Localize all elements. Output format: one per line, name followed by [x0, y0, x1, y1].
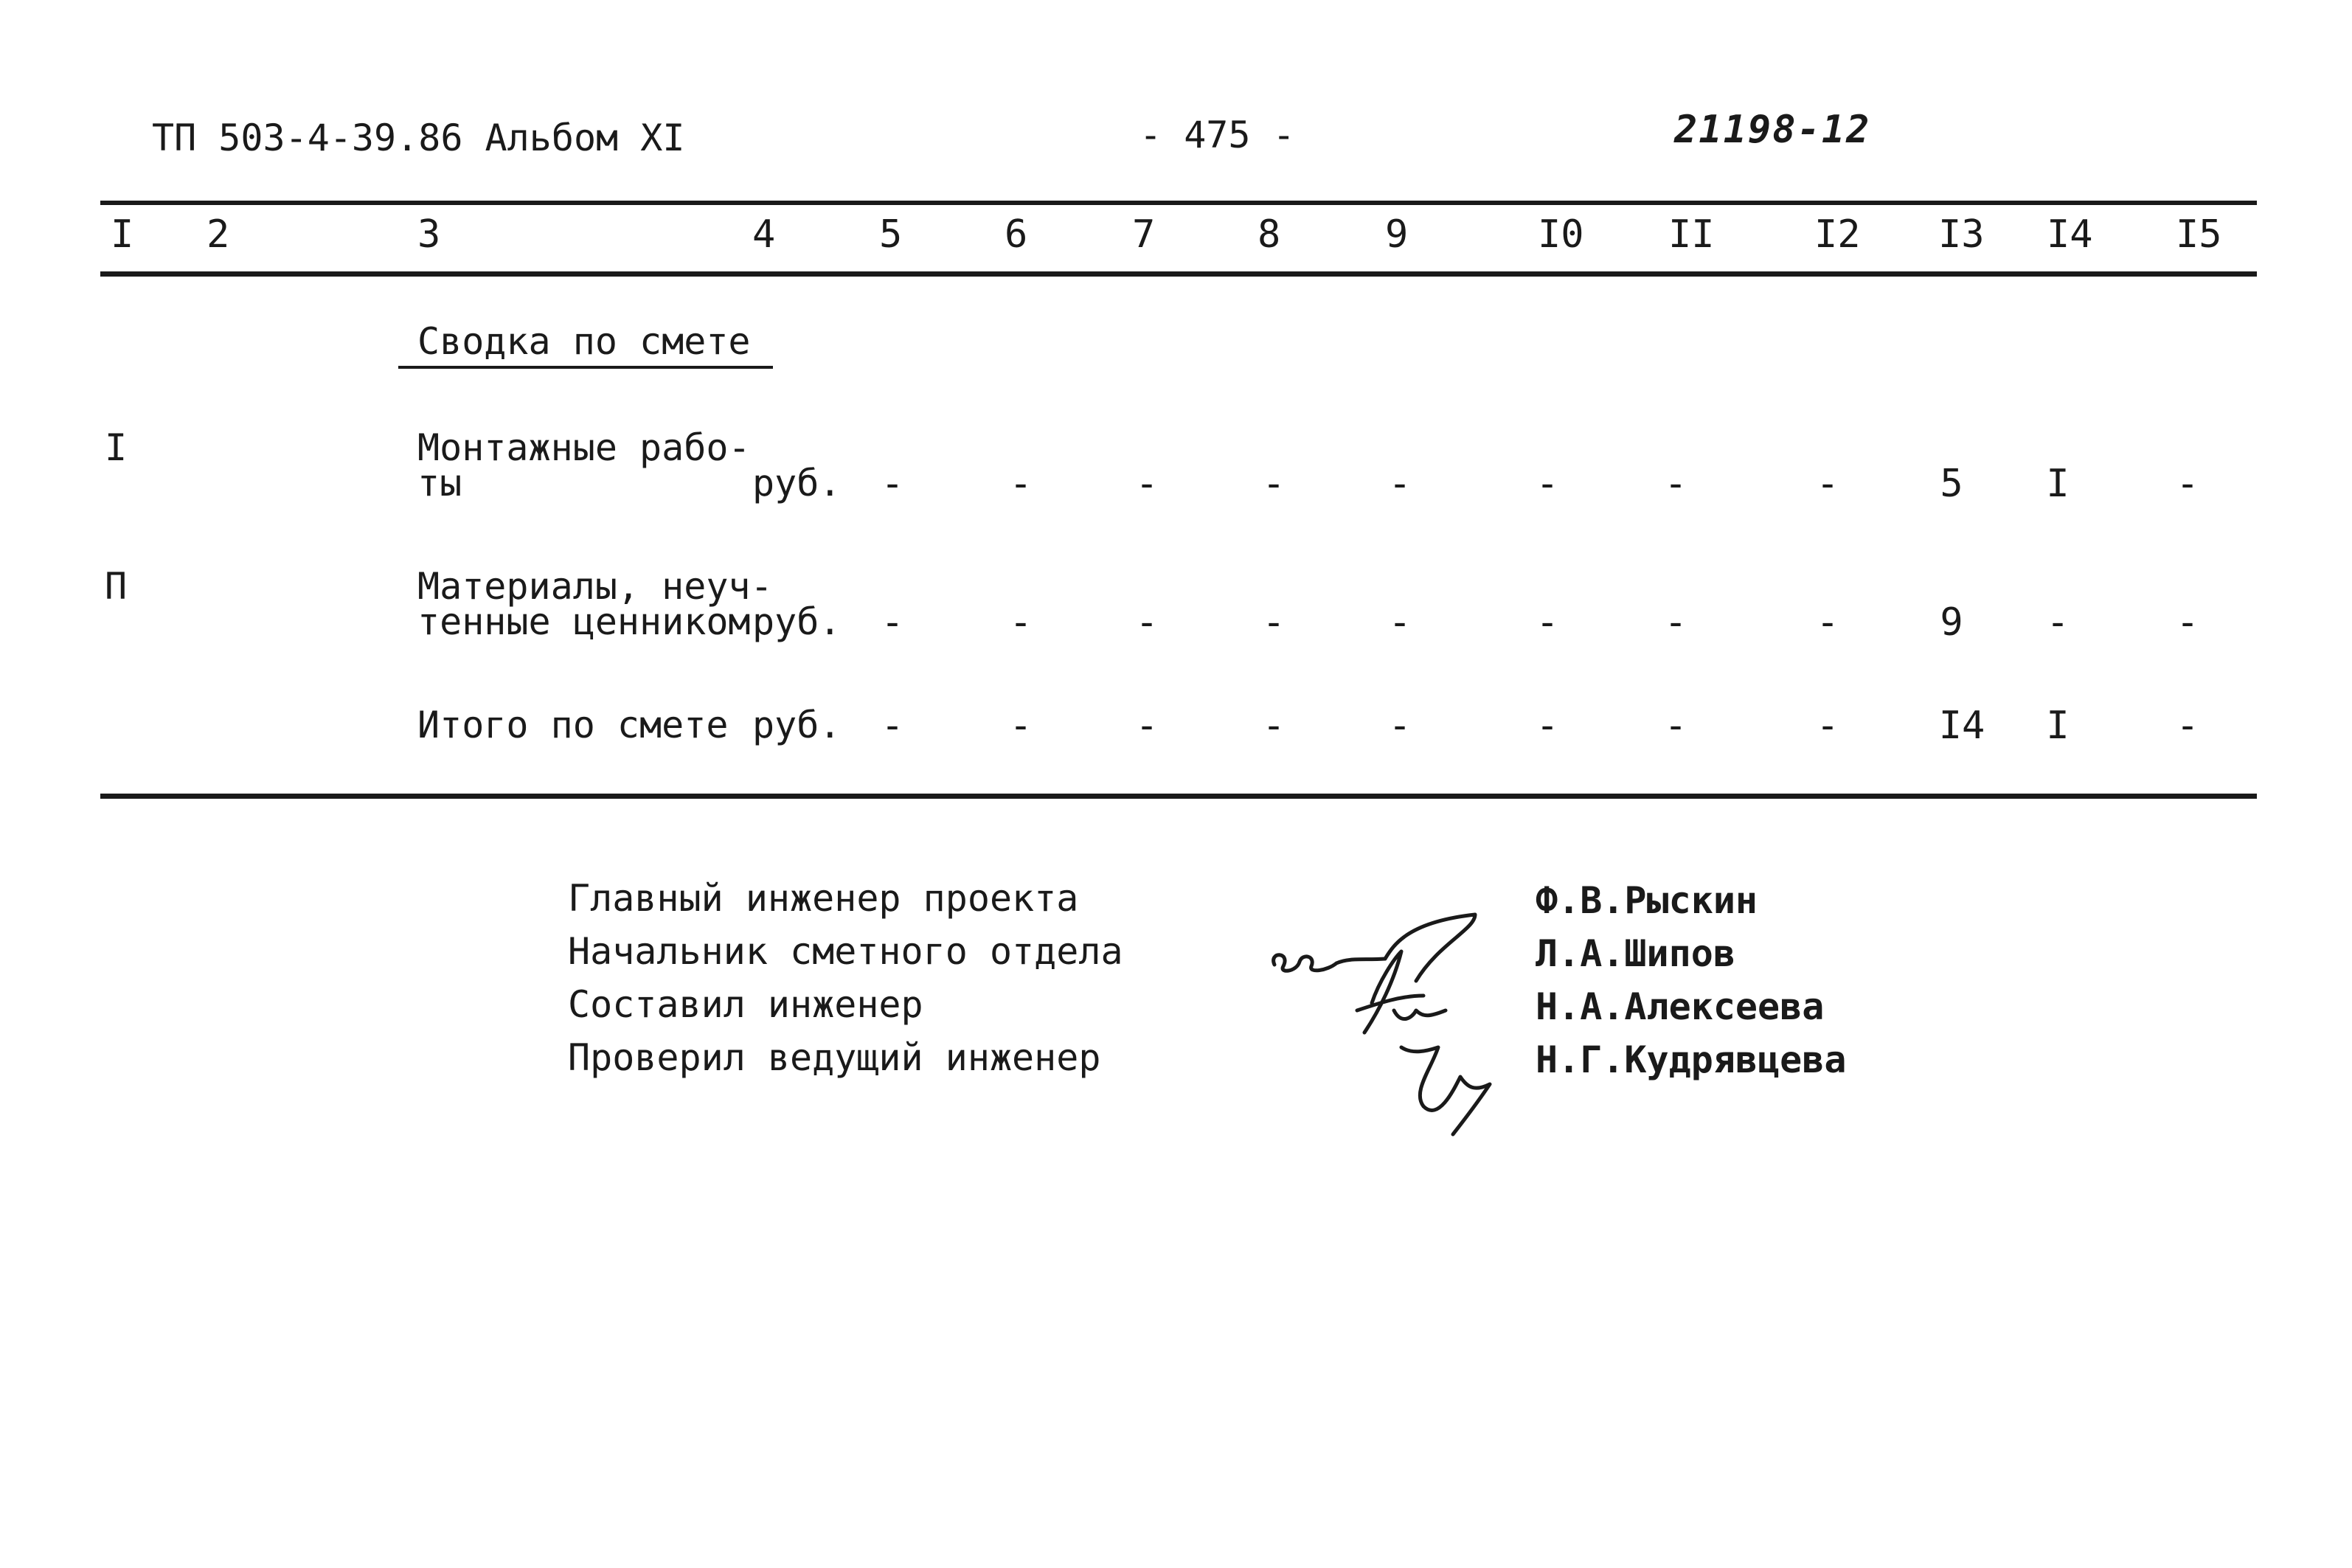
- cell-col-12: -: [1816, 600, 1839, 645]
- column-number-2: 2: [207, 212, 230, 257]
- cell-col-12: -: [1816, 704, 1839, 748]
- cell-col-12: -: [1816, 462, 1839, 506]
- total-label: Итого по смете: [417, 704, 729, 746]
- row-name-line-2: тенные ценником: [417, 600, 751, 643]
- cell-col-9: -: [1388, 704, 1412, 748]
- cell-col-5: -: [881, 462, 904, 506]
- cell-col-8: -: [1262, 704, 1286, 748]
- signature-role: Начальник сметного отдела: [568, 930, 1123, 973]
- cell-col-15: -: [2176, 462, 2199, 506]
- cell-col-15: -: [2176, 704, 2199, 748]
- cell-col-15: -: [2176, 600, 2199, 645]
- cell-col-9: -: [1388, 462, 1412, 506]
- cell-col-5: -: [881, 704, 904, 748]
- row-number: I: [105, 426, 128, 469]
- column-number-13: I3: [1938, 212, 1985, 257]
- signature-role: Составил инженер: [568, 983, 923, 1026]
- column-number-14: I4: [2047, 212, 2093, 257]
- cell-col-14: I: [2046, 704, 2070, 748]
- cell-col-13: 9: [1940, 600, 1963, 645]
- cell-col-14: -: [2046, 600, 2070, 645]
- signatory-name: Н.Г.Кудрявцева: [1536, 1038, 1847, 1081]
- header-bottom-rule: [100, 271, 2257, 277]
- cell-col-13: I4: [1938, 704, 1985, 748]
- row-unit: руб.: [752, 704, 842, 746]
- column-number-12: I2: [1814, 212, 1861, 257]
- table-bottom-rule: [100, 794, 2257, 799]
- signature-role: Главный инженер проекта: [568, 877, 1079, 920]
- cell-col-6: -: [1009, 600, 1033, 645]
- row-name-line-1: Материалы, неуч-: [417, 565, 773, 608]
- cell-col-7: -: [1135, 704, 1159, 748]
- handwritten-signatures: [1254, 900, 1549, 1143]
- signatory-name: Н.А.Алексеева: [1536, 985, 1825, 1028]
- cell-col-5: -: [881, 600, 904, 645]
- page-number: - 475 -: [1139, 114, 1295, 156]
- cell-col-10: -: [1536, 462, 1559, 506]
- column-number-4: 4: [752, 212, 776, 257]
- row-number: П: [105, 565, 128, 608]
- cell-col-14: I: [2046, 462, 2070, 506]
- row-unit: руб.: [752, 462, 842, 504]
- cell-col-6: -: [1009, 462, 1033, 506]
- column-number-10: I0: [1538, 212, 1584, 257]
- cell-col-13: 5: [1940, 462, 1963, 506]
- column-number-3: 3: [417, 212, 441, 257]
- row-name-line-1: Монтажные рабо-: [417, 426, 751, 469]
- cell-col-8: -: [1262, 600, 1286, 645]
- signature-role: Проверил ведущий инженер: [568, 1036, 1101, 1079]
- column-number-9: 9: [1385, 212, 1409, 257]
- column-number-11: II: [1668, 212, 1715, 257]
- cell-col-11: -: [1664, 704, 1687, 748]
- cell-col-11: -: [1664, 600, 1687, 645]
- column-number-8: 8: [1257, 212, 1281, 257]
- cell-col-10: -: [1536, 600, 1559, 645]
- column-number-1: I: [111, 212, 134, 257]
- column-number-15: I5: [2176, 212, 2222, 257]
- table-top-rule: [100, 201, 2257, 205]
- cell-col-11: -: [1664, 462, 1687, 506]
- signatory-name: Л.А.Шипов: [1536, 932, 1735, 975]
- section-title: Сводка по смете: [398, 323, 773, 369]
- cell-col-9: -: [1388, 600, 1412, 645]
- cell-col-6: -: [1009, 704, 1033, 748]
- signatory-name: Ф.В.Рыскин: [1536, 879, 1758, 922]
- cell-col-8: -: [1262, 462, 1286, 506]
- row-unit: руб.: [752, 600, 842, 643]
- cell-col-10: -: [1536, 704, 1559, 748]
- column-number-5: 5: [879, 212, 903, 257]
- document-number: 21198-12: [1674, 108, 1871, 152]
- document-title: ТП 503-4-39.86 Альбом XI: [152, 117, 685, 159]
- cell-col-7: -: [1135, 600, 1159, 645]
- cell-col-7: -: [1135, 462, 1159, 506]
- column-number-7: 7: [1132, 212, 1156, 257]
- column-number-6: 6: [1005, 212, 1028, 257]
- row-name-line-2: ты: [417, 462, 462, 504]
